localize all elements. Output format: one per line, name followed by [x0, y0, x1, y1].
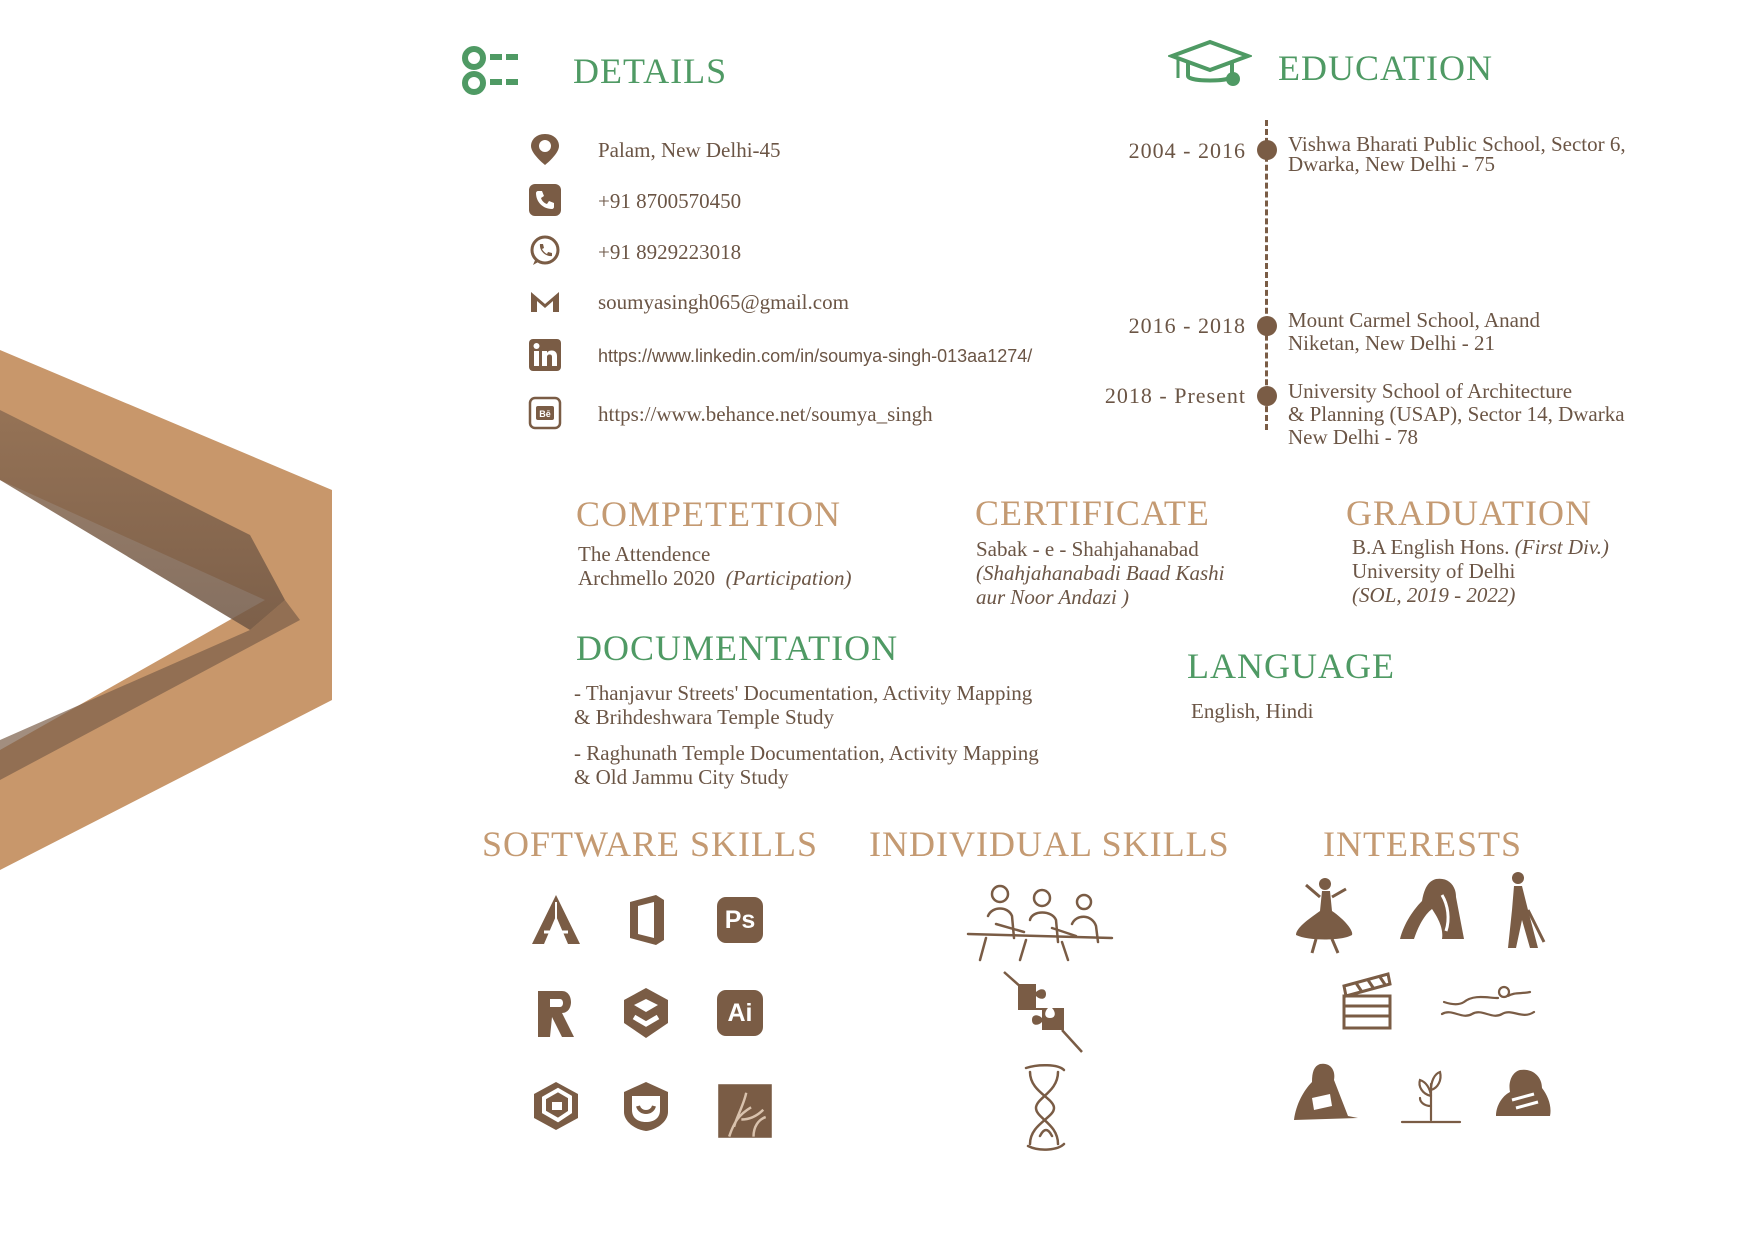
- whatsapp-icon: [528, 234, 562, 268]
- gmail-icon: [528, 284, 562, 318]
- phone-text: +91 8700570450: [598, 189, 742, 213]
- dance-icon: [1292, 875, 1358, 955]
- behance-icon: [528, 396, 562, 430]
- illustrator-icon: Ai: [717, 990, 763, 1036]
- painting-icon: [1396, 875, 1468, 945]
- svg-text:Bē: Bē: [539, 409, 551, 419]
- email-text[interactable]: soumyasingh065@gmail.com: [598, 290, 849, 314]
- competition-body: The Attendence Archmello 2020 (Participation): [578, 542, 852, 590]
- sketching-icon: [1492, 1066, 1554, 1122]
- autocad-icon: [528, 892, 584, 948]
- education-heading: EDUCATION: [1278, 48, 1493, 88]
- graduation-cap-icon: [1168, 38, 1252, 90]
- location-pin-icon: [528, 132, 562, 166]
- vray-icon: [618, 1078, 674, 1134]
- linkedin-icon: [528, 338, 562, 372]
- address-text: Palam, New Delhi-45: [598, 138, 781, 162]
- education-school-3: University School of Architecture & Planning (USAP), Sector 14, Dwarka New Delhi - 78: [1288, 379, 1625, 449]
- software-skills-heading: SOFTWARE SKILLS: [482, 824, 819, 864]
- interests-heading: INTERESTS: [1323, 824, 1523, 864]
- individual-skills-heading: INDIVIDUAL SKILLS: [869, 824, 1230, 864]
- teamwork-icon: [966, 880, 1114, 962]
- lumion-icon: [717, 1083, 773, 1139]
- education-timeline-line: [1265, 120, 1268, 430]
- language-heading: LANGUAGE: [1187, 646, 1395, 686]
- documentation-item-2: - Raghunath Temple Documentation, Activity Mapping & Old Jammu City Study: [574, 741, 1039, 789]
- office-icon: [618, 892, 674, 948]
- education-year-1: 2004 - 2016: [1128, 138, 1246, 163]
- graduation-body: B.A English Hons. (First Div.) University of Delhi (SOL, 2019 - 2022): [1352, 535, 1609, 607]
- sketchup-icon: [528, 1078, 584, 1134]
- problem-solving-icon: [1002, 970, 1086, 1054]
- gardening-icon: [1398, 1066, 1464, 1126]
- whatsapp-text: +91 8929223018: [598, 240, 742, 264]
- certificate-body: Sabak - e - Shahjahanabad (Shahjahanabadi Baad Kashi aur Noor Andazi ): [976, 537, 1225, 609]
- education-dot-2: [1257, 316, 1277, 336]
- singing-icon: [1492, 870, 1548, 950]
- swimming-icon: [1440, 982, 1536, 1024]
- revit-icon: [528, 985, 584, 1041]
- decorative-chevron: [0, 330, 340, 870]
- documentation-item-1: - Thanjavur Streets' Documentation, Activity Mapping & Brihdeshwara Temple Study: [574, 681, 1033, 729]
- film-clapper-icon: [1340, 970, 1394, 1032]
- education-dot-3: [1257, 386, 1277, 406]
- competition-heading: COMPETETION: [576, 494, 841, 534]
- reading-icon: [1290, 1060, 1362, 1124]
- certificate-heading: CERTIFICATE: [975, 493, 1210, 533]
- education-year-3: 2018 - Present: [1104, 383, 1246, 408]
- education-school-1: Vishwa Bharati Public School, Sector 6, Dwarka, New Delhi - 75: [1288, 132, 1626, 176]
- language-value: English, Hindi: [1191, 699, 1314, 723]
- education-dot-1: [1257, 140, 1277, 160]
- photoshop-icon: Ps: [717, 897, 763, 943]
- behance-link[interactable]: https://www.behance.net/soumya_singh: [598, 402, 933, 426]
- details-heading: DETAILS: [573, 51, 728, 91]
- education-year-2: 2016 - 2018: [1128, 313, 1246, 338]
- linkedin-link[interactable]: https://www.linkedin.com/in/soumya-singh-013aa1274/: [598, 346, 1033, 366]
- details-list-icon: [462, 46, 522, 96]
- education-school-2: Mount Carmel School, Anand Niketan, New Delhi - 21: [1288, 308, 1540, 355]
- graduation-heading: GRADUATION: [1346, 493, 1592, 533]
- documentation-heading: DOCUMENTATION: [576, 628, 899, 668]
- phone-icon: [528, 183, 562, 217]
- sketchbook-icon: [618, 985, 674, 1041]
- hourglass-icon: [1018, 1062, 1070, 1154]
